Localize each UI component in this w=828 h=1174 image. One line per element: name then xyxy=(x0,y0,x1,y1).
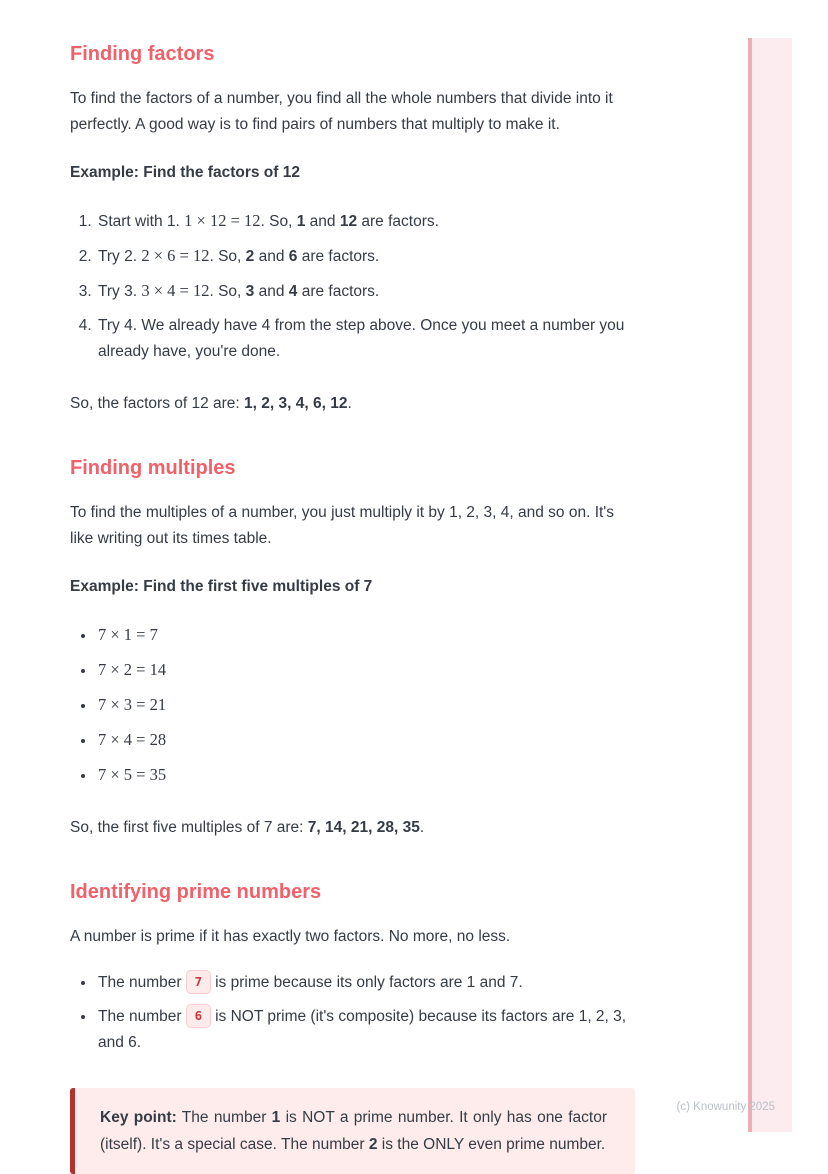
list-item xyxy=(96,1004,635,1056)
step-text: Try 4. We already have 4 from the step above. Once you meet a number you already have, you're done. xyxy=(98,317,625,360)
factor-number: 4 xyxy=(288,283,298,300)
section-title-finding-multiples: Finding multiples xyxy=(70,457,236,479)
step-text: and xyxy=(254,283,289,300)
factor-number: 12 xyxy=(339,213,358,230)
multiples-summary xyxy=(70,815,635,841)
key-point-callout xyxy=(70,1088,635,1174)
bullet-text: The number xyxy=(98,1008,182,1025)
list-item xyxy=(96,622,635,649)
footer-copyright: (c) Knowunity 2025 xyxy=(676,1101,775,1113)
step-text: are factors. xyxy=(357,213,439,230)
intro-paragraph: To find the multiples of a number, you just multiply it by 1, 2, 3, 4, and so on. It's like writing out its times table. xyxy=(70,504,615,547)
summary-text: . xyxy=(419,819,425,836)
step-text: . So, xyxy=(260,213,297,230)
list-item xyxy=(96,970,635,996)
multiples-list xyxy=(70,622,635,789)
list-item xyxy=(96,657,635,684)
list-item xyxy=(96,727,635,754)
summary-text: . xyxy=(347,395,352,412)
step-text: . So, xyxy=(209,283,246,300)
bullet-text: is NOT prime (it's composite) because its factors are 1, 2, 3, and 6. xyxy=(98,1008,627,1051)
key-point-label: Key point: xyxy=(100,1109,177,1126)
list-item xyxy=(96,762,635,789)
page-edge-stripe xyxy=(748,38,792,1132)
step-text: Start with 1. xyxy=(98,213,185,230)
callout-text: is NOT a prime number. It only has one factor (itself). It's a special case. The number xyxy=(100,1109,607,1153)
number-badge: 6 xyxy=(186,1004,212,1028)
math-expression: 7 × 2 = 14 xyxy=(98,660,167,679)
list-item xyxy=(96,692,635,719)
list-item xyxy=(96,208,635,235)
list-item xyxy=(96,278,635,305)
document-content xyxy=(70,0,635,1174)
math-expression: 2 × 6 = 12 xyxy=(141,246,210,265)
factor-steps-list xyxy=(70,208,635,365)
math-expression: 3 × 4 = 12 xyxy=(141,281,210,300)
intro-paragraph: To find the factors of a number, you find all the whole numbers that divide into it perfectly. A good way is to find pairs of numbers that multiply to make it. xyxy=(70,90,613,133)
section-finding-factors xyxy=(70,42,635,417)
step-text: . So, xyxy=(209,248,246,265)
prime-examples-list xyxy=(70,970,635,1056)
example-heading: Example: Find the first five multiples of 7 xyxy=(70,578,373,595)
intro-paragraph: A number is prime if it has exactly two factors. No more, no less. xyxy=(70,928,511,945)
factors-summary xyxy=(70,391,635,417)
section-identifying-primes xyxy=(70,880,635,1056)
list-item xyxy=(96,313,635,365)
math-expression: 7 × 5 = 35 xyxy=(98,765,167,784)
callout-text: is the ONLY even prime number. xyxy=(377,1136,606,1153)
bullet-text: The number xyxy=(98,974,182,991)
summary-text: So, the factors of 12 are: xyxy=(70,395,245,412)
multiples-result: 7, 14, 21, 28, 35 xyxy=(307,819,420,836)
step-text: Try 3. xyxy=(98,283,142,300)
factor-number: 6 xyxy=(288,248,298,265)
section-finding-multiples xyxy=(70,456,635,841)
step-text: Try 2. xyxy=(98,248,142,265)
callout-text: The number xyxy=(176,1109,272,1126)
math-expression: 1 × 12 = 12 xyxy=(184,211,261,230)
math-expression: 7 × 4 = 28 xyxy=(98,730,167,749)
factor-number: 3 xyxy=(245,283,255,300)
example-heading: Example: Find the factors of 12 xyxy=(70,164,300,181)
number-badge: 7 xyxy=(186,970,212,994)
math-expression: 7 × 3 = 21 xyxy=(98,695,167,714)
highlight-number: 1 xyxy=(271,1109,281,1126)
step-text: and xyxy=(305,213,340,230)
highlight-number: 2 xyxy=(368,1136,378,1153)
math-expression: 7 × 1 = 7 xyxy=(98,625,158,644)
list-item xyxy=(96,243,635,270)
bullet-text: is prime because its only factors are 1 and 7. xyxy=(215,974,523,991)
factors-result: 1, 2, 3, 4, 6, 12 xyxy=(244,395,348,412)
factor-number: 1 xyxy=(296,213,306,230)
step-text: are factors. xyxy=(297,248,380,265)
section-title-finding-factors: Finding factors xyxy=(70,43,215,65)
step-text: are factors. xyxy=(297,283,380,300)
summary-text: So, the first five multiples of 7 are: xyxy=(70,819,308,836)
factor-number: 2 xyxy=(245,248,255,265)
key-point-text xyxy=(100,1104,607,1158)
section-title-identifying-primes: Identifying prime numbers xyxy=(70,881,322,903)
step-text: and xyxy=(254,248,289,265)
